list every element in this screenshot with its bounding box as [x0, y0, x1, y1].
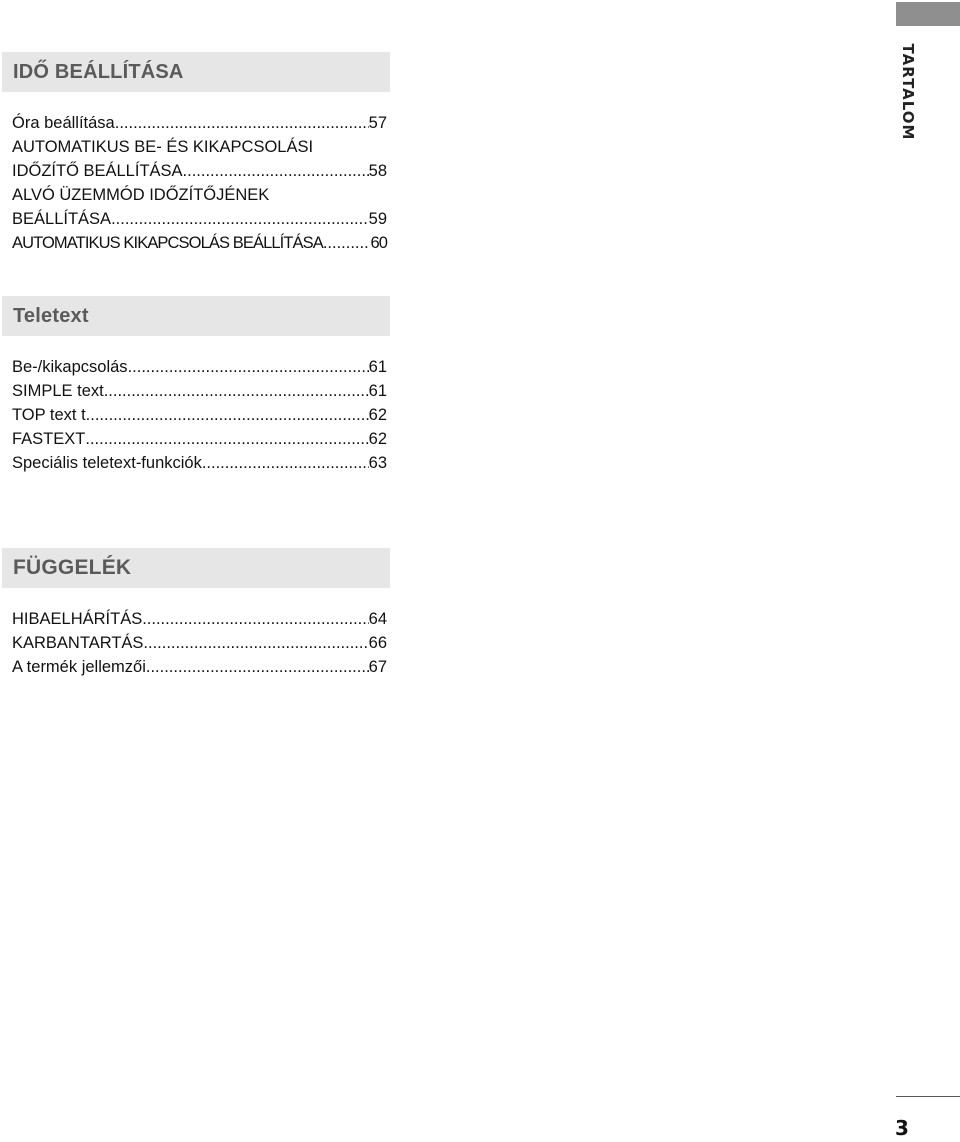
toc-entry[interactable] — [12, 451, 387, 475]
toc-entry[interactable] — [12, 231, 387, 255]
toc-entry-page: 62 — [368, 430, 387, 448]
toc-leader-dots — [86, 403, 369, 427]
side-tab-text: TARTALOM — [899, 43, 917, 141]
toc-entry-text: Be-/kikapcsolás — [12, 358, 128, 376]
toc-entry-text: FASTEXT — [12, 430, 86, 448]
toc-entry-page: 62 — [368, 406, 387, 424]
toc-entry[interactable] — [12, 355, 387, 379]
toc-entry[interactable] — [12, 379, 387, 403]
section-header — [2, 548, 390, 588]
section-title: FÜGGELÉK — [13, 556, 132, 579]
section-header — [2, 52, 390, 92]
toc-entry-text: BEÁLLÍTÁSA — [12, 210, 112, 228]
toc-leader-dots — [111, 207, 369, 231]
toc-entry[interactable] — [12, 403, 387, 427]
toc-entry-text: AUTOMATIKUS KIKAPCSOLÁS BEÁLLÍTÁSA — [12, 234, 323, 252]
toc-entry-text: A termék jellemzői — [12, 658, 146, 676]
toc-entry-continued[interactable] — [12, 135, 387, 159]
toc-entry-page: 67 — [368, 658, 387, 676]
toc-entry-text: Speciális teletext-funkciók — [12, 454, 202, 472]
side-tab-label — [894, 42, 922, 142]
toc-entry-page: 60 — [370, 234, 387, 252]
toc-entry-page: 59 — [368, 210, 387, 228]
toc-leader-dots — [143, 631, 368, 655]
toc-entry-page: 61 — [368, 358, 387, 376]
toc-entry-page: 61 — [368, 382, 387, 400]
section-header — [2, 296, 390, 336]
toc-entry[interactable] — [12, 655, 387, 679]
toc-entry[interactable] — [12, 631, 387, 655]
toc-entry-text: IDŐZÍTŐ BEÁLLÍTÁSA — [12, 162, 183, 180]
toc-leader-dots — [115, 111, 369, 135]
toc-entry[interactable] — [12, 159, 387, 183]
toc-leader-dots — [183, 159, 369, 183]
toc-entry-text: Óra beállítása — [12, 114, 115, 132]
toc-entry[interactable] — [12, 207, 387, 231]
toc-entry-text: KARBANTARTÁS — [12, 634, 144, 652]
toc-entry-text: AUTOMATIKUS BE- ÉS KIKAPCSOLÁSI — [12, 138, 314, 156]
section-title: Teletext — [13, 304, 89, 327]
toc-leader-dots — [142, 607, 368, 631]
toc-entry-page: 63 — [368, 454, 387, 472]
toc-entry[interactable] — [12, 427, 387, 451]
section-title: IDŐ BEÁLLÍTÁSA — [13, 60, 184, 83]
section-fuggelek — [2, 548, 390, 679]
toc-entry-text: SIMPLE text — [12, 382, 104, 400]
toc-entry-text: ALVÓ ÜZEMMÓD IDŐZÍTŐJÉNEK — [12, 186, 270, 204]
toc-leader-dots — [104, 379, 369, 403]
page-number: 3 — [895, 1116, 909, 1140]
toc-entry-page: 57 — [368, 114, 387, 132]
toc-leader-dots — [128, 355, 369, 379]
toc-leader-dots — [85, 427, 368, 451]
side-tab-marker — [896, 2, 960, 26]
toc-entry-page: 64 — [368, 610, 387, 628]
toc-entry-page: 66 — [368, 634, 387, 652]
toc-entry-text: HIBAELHÁRÍTÁS — [12, 610, 143, 628]
toc-entry-page: 58 — [368, 162, 387, 180]
toc-list — [2, 355, 390, 475]
toc-entry[interactable] — [12, 111, 387, 135]
toc-entry[interactable] — [12, 607, 387, 631]
section-ido-beallitasa — [2, 52, 390, 255]
toc-list — [2, 607, 390, 679]
toc-entry-text: TOP text t — [12, 406, 86, 424]
footer-divider — [896, 1096, 960, 1097]
toc-leader-dots — [146, 655, 369, 679]
toc-entry-continued[interactable] — [12, 183, 387, 207]
toc-leader-dots — [202, 451, 369, 475]
toc-list — [2, 111, 390, 255]
toc-leader-dots — [323, 231, 371, 255]
section-teletext — [2, 296, 390, 475]
